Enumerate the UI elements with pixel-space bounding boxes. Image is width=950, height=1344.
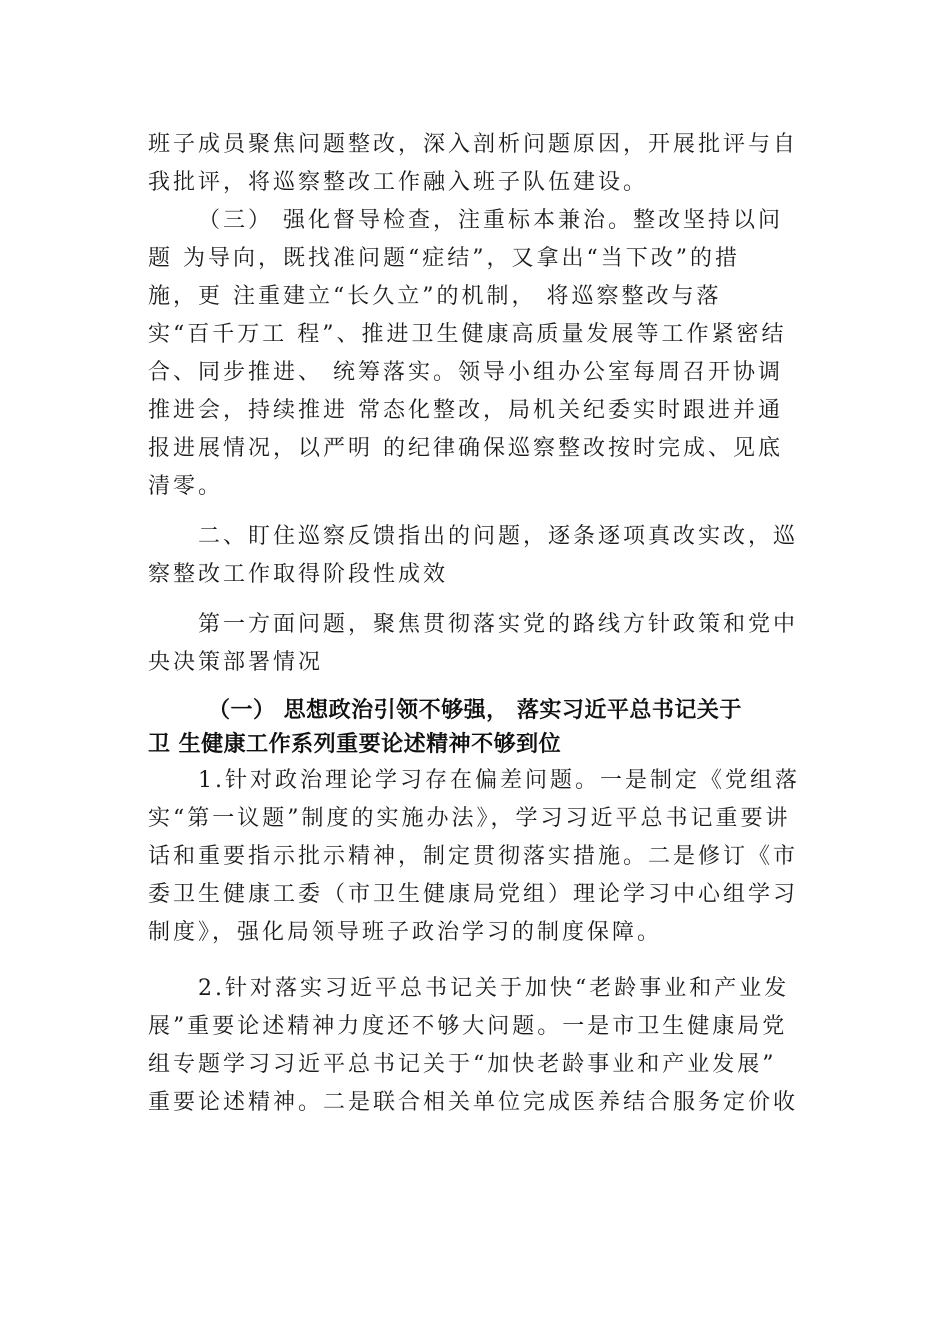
document-body [148,126,808,1122]
text-line: 题 为导向，既找准问题“症结”，又拿出“当下改”的措 [148,246,740,271]
text-line: 实“百千万工 程”、推进卫生健康高质量发展等工作紧密结 [148,322,787,347]
text-line: 重要论述精神。二是联合相关单位完成医养结合服务定价收 [148,1090,799,1115]
item-one-line: 1.针对政治理论学习存在偏差问题。一是制定《党组落 [198,768,800,793]
text-line: 施，更 注重建立“长久立”的机制， 将巡察整改与落 [148,284,722,309]
text-line: 制度》，强化局领导班子政治学习的制度保障。 [148,920,663,945]
text-line: 话和重要指示批示精神，制定贯彻落实措施。二是修订《市 [148,844,799,869]
item-two-line: 2.针对落实习近平总书记关于加快“老龄事业和产业发 [198,976,790,1001]
text-line: 班子成员聚焦问题整改，深入剖析问题原因，开展批评与自 [148,132,799,157]
text-line: 报进展情况，以严明 的纪律确保巡察整改按时完成、见底 [148,436,783,461]
text-line: 央决策部署情况 [148,650,324,675]
text-line: 实“第一议题”制度的实施办法》，学习习近平总书记重要讲 [148,806,791,831]
text-line: 我批评，将巡察整改工作融入班子队伍建设。 [148,170,649,195]
text-line: 推进会，持续推进 常态化整改，局机关纪委实时跟进并通 [148,398,783,423]
text-line: 展”重要论述精神力度还不够大问题。一是市卫生健康局党 [148,1014,788,1039]
section-three-line: （三） 强化督导检查，注重标本兼治。整改坚持以问 [198,208,783,233]
bold-subheading-cont: 卫 生健康工作系列重要论述精神不够到位 [148,732,562,757]
section-two-heading: 二、盯住巡察反馈指出的问题，逐条逐项真改实改，巡 [198,524,799,549]
bold-subheading: （一） 思想政治引领不够强， 落实习近平总书记关于 [208,698,742,723]
text-line: 委卫生健康工委（市卫生健康局党组）理论学习中心组学习 [148,882,799,907]
aspect-one-line: 第一方面问题，聚焦贯彻落实党的路线方针政策和党中 [198,612,799,637]
section-two-heading-cont: 察整改工作取得阶段性成效 [148,562,449,587]
text-line: 合、同步推进、 统筹落实。领导小组办公室每周召开协调 [148,360,783,385]
text-line: 清零。 [148,474,224,499]
text-line: 组专题学习习近平总书记关于“加快老龄事业和产业发展” [148,1052,777,1077]
